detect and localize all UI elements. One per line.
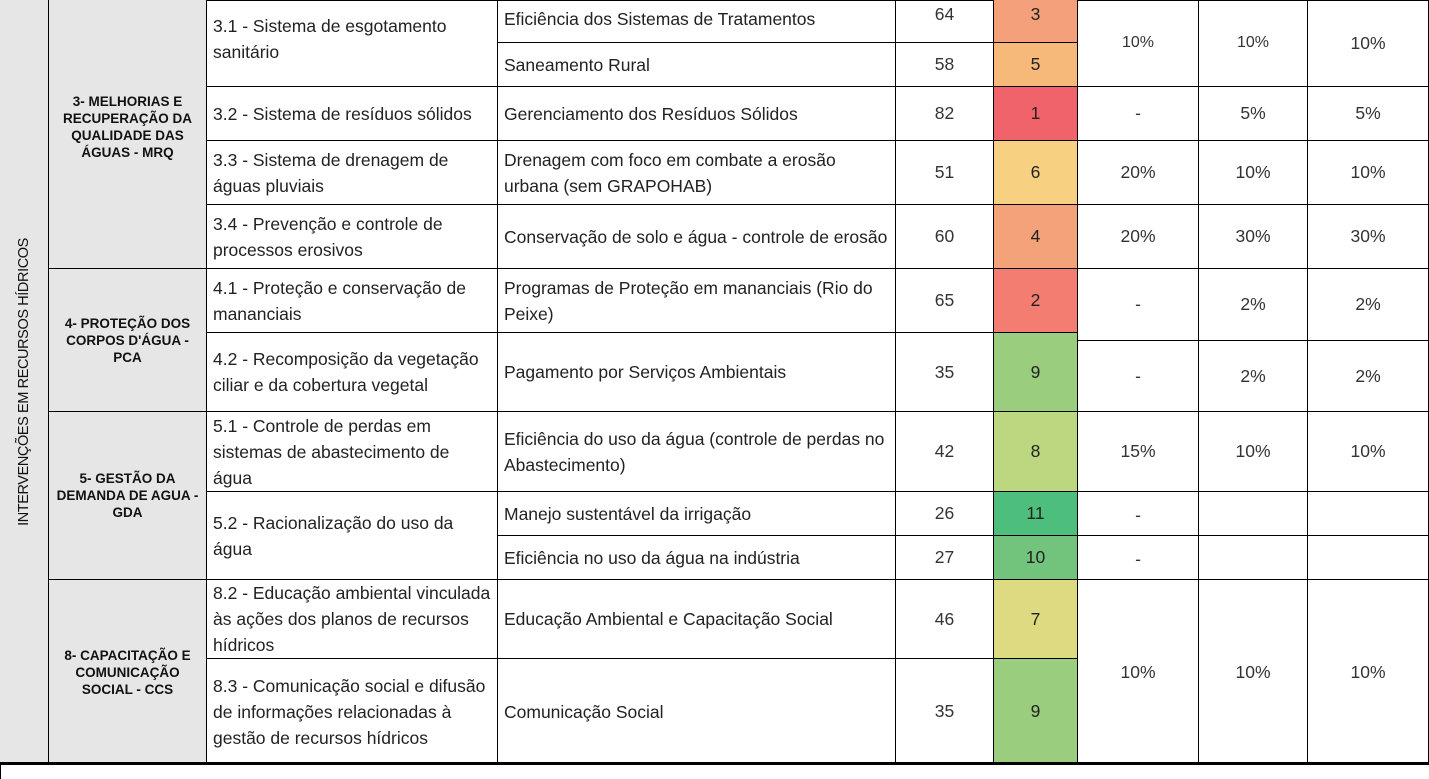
action-cell: Drenagem com foco em combate a erosão urbana (sem GRAPOHAB) <box>498 141 896 205</box>
pct-cell: 20% <box>1078 141 1199 205</box>
score-cell: 60 <box>896 205 994 269</box>
group-ccs <box>49 580 207 765</box>
sub-3-3: 3.3 - Sistema de drenagem de águas pluviais <box>207 141 498 205</box>
score-cell: 64 <box>896 0 994 43</box>
rank-cell: 5 <box>994 43 1078 87</box>
pct-cell: 10% <box>1199 412 1308 492</box>
score-cell: 82 <box>896 87 994 141</box>
action-cell: Educação Ambiental e Capacitação Social <box>498 580 896 659</box>
sub-5-2: 5.2 - Racionalização do uso da água <box>207 492 498 580</box>
pct-cell: 20% <box>1078 205 1199 269</box>
action-cell: Comunicação Social <box>498 659 896 765</box>
score-cell: 51 <box>896 141 994 205</box>
score-cell: 35 <box>896 333 994 412</box>
sub-4-1: 4.1 - Proteção e conservação de mananciais <box>207 269 498 333</box>
pct-cell: - <box>1078 269 1199 341</box>
rank-cell: 6 <box>994 141 1078 205</box>
action-cell: Eficiência no uso da água na indústria <box>498 536 896 580</box>
sub-4-2: 4.2 - Recomposição da vegetação ciliar e da cobertura vegetal <box>207 333 498 412</box>
group-pca-label: 4- PROTEÇÃO DOS CORPOS D'ÁGUA - PCA <box>64 315 191 365</box>
pct-cell: 10% <box>1308 0 1429 87</box>
sub-3-4: 3.4 - Prevenção e controle de processos erosivos <box>207 205 498 269</box>
rank-cell: 2 <box>994 269 1078 333</box>
action-cell: Saneamento Rural <box>498 43 896 87</box>
score-cell: 27 <box>896 536 994 580</box>
pct-cell: 10% <box>1308 412 1429 492</box>
side-title: INTERVENÇÕES EM RECURSOS HÍDRICOS <box>16 238 32 526</box>
action-cell: Eficiência do uso da água (controle de perdas no Abastecimento) <box>498 412 896 492</box>
pct-cell: - <box>1078 87 1199 141</box>
action-cell: Gerenciamento dos Resíduos Sólidos <box>498 87 896 141</box>
pct-cell: - <box>1078 536 1199 580</box>
score-cell: 65 <box>896 269 994 333</box>
footer-edge <box>0 765 1 779</box>
pct-cell: 30% <box>1308 205 1429 269</box>
group-gda-label: 5- GESTÃO DA DEMANDA DE AGUA - GDA <box>56 471 199 520</box>
pct-cell: 10% <box>1308 580 1429 765</box>
pct-cell: 5% <box>1308 87 1429 141</box>
score-cell: 58 <box>896 43 994 87</box>
pct-cell: 10% <box>1199 141 1308 205</box>
pct-cell: 2% <box>1308 269 1429 341</box>
rank-cell: 9 <box>994 333 1078 412</box>
score-cell: 26 <box>896 492 994 536</box>
group-gda <box>49 412 207 580</box>
pct-cell: 15% <box>1078 412 1199 492</box>
rank-cell: 9 <box>994 659 1078 765</box>
group-pca <box>49 269 207 412</box>
action-cell: Manejo sustentável da irrigação <box>498 492 896 536</box>
action-cell: Programas de Proteção em mananciais (Rio do Peixe) <box>498 269 896 333</box>
pct-cell <box>1199 536 1308 580</box>
score-cell: 35 <box>896 659 994 765</box>
pct-cell: 30% <box>1199 205 1308 269</box>
action-cell: Eficiência dos Sistemas de Tratamentos <box>498 0 896 43</box>
pct-cell: 10% <box>1199 0 1308 87</box>
group-ccs-label: 8- CAPACITAÇÃO E COMUNICAÇÃO SOCIAL - CCS <box>64 647 191 697</box>
sub-8-2: 8.2 - Educação ambiental vinculada às ações dos planos de recursos hídricos <box>207 580 498 659</box>
pct-cell <box>1199 492 1308 536</box>
pct-cell <box>1308 536 1429 580</box>
pct-cell: 2% <box>1199 269 1308 341</box>
pct-cell: 5% <box>1199 87 1308 141</box>
pct-cell <box>1308 492 1429 536</box>
pct-cell: - <box>1078 492 1199 536</box>
rank-cell: 7 <box>994 580 1078 659</box>
side-title-cell <box>0 0 49 765</box>
pct-cell: 10% <box>1308 141 1429 205</box>
rank-cell: 1 <box>994 87 1078 141</box>
action-cell: Pagamento por Serviços Ambientais <box>498 333 896 412</box>
sub-3-2: 3.2 - Sistema de resíduos sólidos <box>207 87 498 141</box>
score-cell: 46 <box>896 580 994 659</box>
group-mrq <box>49 0 207 269</box>
table-bottom-border <box>0 762 1429 765</box>
pct-cell: 2% <box>1199 341 1308 412</box>
group-mrq-label: 3- MELHORIAS E RECUPERAÇÃO DA QUALIDADE DAS ÁGUAS - MRQ <box>62 94 192 160</box>
rank-cell: 11 <box>994 492 1078 536</box>
sub-8-3: 8.3 - Comunicação social e difusão de informações relacionadas à gestão de recursos hídricos <box>207 659 498 765</box>
sub-3-1: 3.1 - Sistema de esgotamento sanitário <box>207 0 498 87</box>
rank-cell: 3 <box>994 0 1078 43</box>
rank-cell: 8 <box>994 412 1078 492</box>
sub-5-1: 5.1 - Controle de perdas em sistemas de abastecimento de água <box>207 412 498 492</box>
score-cell: 42 <box>896 412 994 492</box>
pct-cell: 10% <box>1199 580 1308 765</box>
pct-cell: 10% <box>1078 580 1199 765</box>
pct-cell: 2% <box>1308 341 1429 412</box>
pct-cell: 10% <box>1078 0 1199 87</box>
rank-cell: 4 <box>994 205 1078 269</box>
rank-cell: 10 <box>994 536 1078 580</box>
action-cell: Conservação de solo e água - controle de erosão <box>498 205 896 269</box>
pct-cell: - <box>1078 341 1199 412</box>
